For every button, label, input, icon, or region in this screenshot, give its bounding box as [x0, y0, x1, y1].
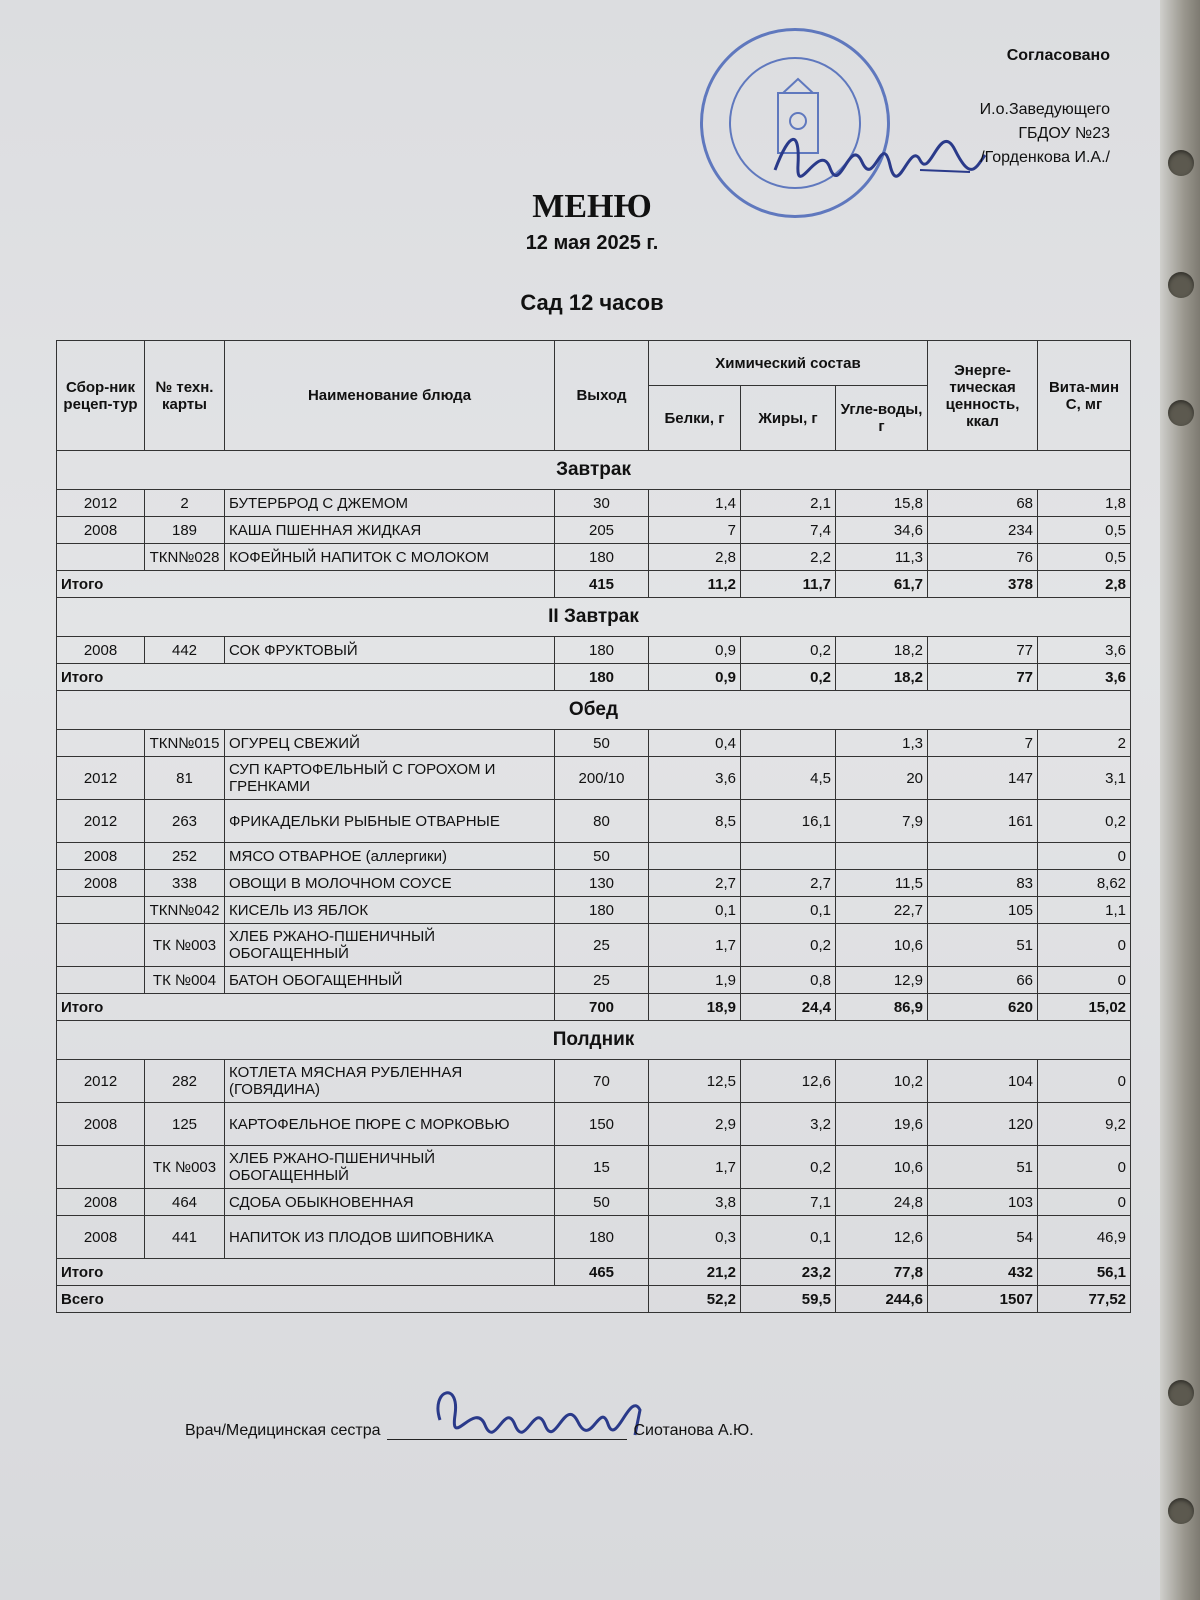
- signature-head: [770, 110, 990, 200]
- energy-cell: 7: [928, 730, 1038, 757]
- dish-name-cell: КАША ПШЕННАЯ ЖИДКАЯ: [225, 517, 555, 544]
- collection-cell: 2008: [57, 1103, 145, 1146]
- energy-cell: 54: [928, 1216, 1038, 1259]
- collection-cell: 2012: [57, 1060, 145, 1103]
- vitamin-c-cell: 2: [1038, 730, 1131, 757]
- vitamin-c-cell: 0,5: [1038, 517, 1131, 544]
- footer-role: Врач/Медицинская сестра: [185, 1422, 381, 1439]
- carb-cell: 11,5: [836, 870, 928, 897]
- card-cell: 442: [145, 637, 225, 664]
- output-cell: 180: [555, 637, 649, 664]
- dish-row: [57, 967, 1131, 994]
- output-cell: 180: [555, 897, 649, 924]
- dish-name-cell: БУТЕРБРОД С ДЖЕМОМ: [225, 490, 555, 517]
- collection-cell: 2008: [57, 1189, 145, 1216]
- card-cell: ТКN№028: [145, 544, 225, 571]
- vitamin-c-cell: 46,9: [1038, 1216, 1131, 1259]
- output-cell: 130: [555, 870, 649, 897]
- protein-cell: [649, 843, 741, 870]
- dish-row: [57, 1189, 1131, 1216]
- carb-cell: 10,6: [836, 1146, 928, 1189]
- card-cell: 81: [145, 757, 225, 800]
- output-cell: 50: [555, 1189, 649, 1216]
- vitamin-c-cell: 0: [1038, 1060, 1131, 1103]
- dish-name-cell: КОФЕЙНЫЙ НАПИТОК С МОЛОКОМ: [225, 544, 555, 571]
- punch-hole: [1168, 1498, 1194, 1524]
- dish-row: [57, 843, 1131, 870]
- card-cell: ТК №003: [145, 924, 225, 967]
- total-carb: 77,8: [836, 1259, 928, 1286]
- dish-name-cell: СУП КАРТОФЕЛЬНЫЙ С ГОРОХОМ И ГРЕНКАМИ: [225, 757, 555, 800]
- vitamin-c-cell: 3,1: [1038, 757, 1131, 800]
- carb-cell: 24,8: [836, 1189, 928, 1216]
- energy-cell: 103: [928, 1189, 1038, 1216]
- total-output: 465: [555, 1259, 649, 1286]
- collection-cell: 2008: [57, 637, 145, 664]
- total-fat: 11,7: [741, 571, 836, 598]
- fat-cell: 0,1: [741, 1216, 836, 1259]
- output-cell: 180: [555, 1216, 649, 1259]
- output-cell: 25: [555, 924, 649, 967]
- total-output: 180: [555, 664, 649, 691]
- menu-table: [56, 340, 1131, 1313]
- section-title: Обед: [57, 691, 1131, 730]
- fat-cell: 7,1: [741, 1189, 836, 1216]
- vitamin-c-cell: 0: [1038, 924, 1131, 967]
- protein-cell: 3,6: [649, 757, 741, 800]
- carb-cell: 20: [836, 757, 928, 800]
- header-energy: Энерге-тическая ценность, ккал: [928, 341, 1038, 451]
- carb-cell: 11,3: [836, 544, 928, 571]
- protein-cell: 2,9: [649, 1103, 741, 1146]
- total-row: [57, 664, 1131, 691]
- dish-name-cell: ХЛЕБ РЖАНО-ПШЕНИЧНЫЙ ОБОГАЩЕННЫЙ: [225, 1146, 555, 1189]
- approval-name: /Горденкова И.А./: [980, 149, 1110, 166]
- punch-hole: [1168, 150, 1194, 176]
- protein-cell: 7: [649, 517, 741, 544]
- protein-cell: 0,3: [649, 1216, 741, 1259]
- energy-cell: 105: [928, 897, 1038, 924]
- fat-cell: [741, 730, 836, 757]
- dish-row: [57, 757, 1131, 800]
- grand-total-fat: 59,5: [741, 1286, 836, 1313]
- fat-cell: 0,1: [741, 897, 836, 924]
- approval-head: Согласовано: [1006, 47, 1110, 64]
- header-fat: Жиры, г: [741, 386, 836, 451]
- total-protein: 0,9: [649, 664, 741, 691]
- total-protein: 11,2: [649, 571, 741, 598]
- protein-cell: 8,5: [649, 800, 741, 843]
- grand-total-row: [57, 1286, 1131, 1313]
- card-cell: 263: [145, 800, 225, 843]
- punch-hole: [1168, 1380, 1194, 1406]
- protein-cell: 1,9: [649, 967, 741, 994]
- protein-cell: 1,4: [649, 490, 741, 517]
- card-cell: 2: [145, 490, 225, 517]
- output-cell: 180: [555, 544, 649, 571]
- carb-cell: 10,6: [836, 924, 928, 967]
- vitamin-c-cell: 0: [1038, 843, 1131, 870]
- total-row: [57, 571, 1131, 598]
- card-cell: 338: [145, 870, 225, 897]
- dish-row: [57, 544, 1131, 571]
- output-cell: 205: [555, 517, 649, 544]
- collection-cell: [57, 544, 145, 571]
- dish-name-cell: КОТЛЕТА МЯСНАЯ РУБЛЕННАЯ (ГОВЯДИНА): [225, 1060, 555, 1103]
- dish-row: [57, 1103, 1131, 1146]
- protein-cell: 12,5: [649, 1060, 741, 1103]
- header-output: Выход: [555, 341, 649, 451]
- output-cell: 80: [555, 800, 649, 843]
- dish-name-cell: НАПИТОК ИЗ ПЛОДОВ ШИПОВНИКА: [225, 1216, 555, 1259]
- total-energy: 620: [928, 994, 1038, 1021]
- fat-cell: 0,8: [741, 967, 836, 994]
- vitamin-c-cell: 9,2: [1038, 1103, 1131, 1146]
- protein-cell: 0,1: [649, 897, 741, 924]
- collection-cell: [57, 967, 145, 994]
- output-cell: 50: [555, 843, 649, 870]
- total-energy: 378: [928, 571, 1038, 598]
- collection-cell: [57, 897, 145, 924]
- header-card: № техн. карты: [145, 341, 225, 451]
- collection-cell: [57, 730, 145, 757]
- approval-role: И.о.Заведующего: [979, 101, 1110, 118]
- collection-cell: 2008: [57, 870, 145, 897]
- section-title: Завтрак: [57, 451, 1131, 490]
- card-cell: ТКN№015: [145, 730, 225, 757]
- carb-cell: 34,6: [836, 517, 928, 544]
- energy-cell: 161: [928, 800, 1038, 843]
- total-energy: 432: [928, 1259, 1038, 1286]
- total-fat: 24,4: [741, 994, 836, 1021]
- total-energy: 77: [928, 664, 1038, 691]
- document-date: 12 мая 2025 г.: [525, 232, 659, 254]
- protein-cell: 0,9: [649, 637, 741, 664]
- vitamin-c-cell: 0,2: [1038, 800, 1131, 843]
- energy-cell: 234: [928, 517, 1038, 544]
- group-title: Сад 12 часов: [520, 290, 664, 315]
- fat-cell: 2,2: [741, 544, 836, 571]
- vitamin-c-cell: 0: [1038, 1189, 1131, 1216]
- dish-name-cell: КИСЕЛЬ ИЗ ЯБЛОК: [225, 897, 555, 924]
- total-carb: 18,2: [836, 664, 928, 691]
- fat-cell: 0,2: [741, 1146, 836, 1189]
- card-cell: 252: [145, 843, 225, 870]
- dish-name-cell: КАРТОФЕЛЬНОЕ ПЮРЕ С МОРКОВЬЮ: [225, 1103, 555, 1146]
- total-output: 415: [555, 571, 649, 598]
- section-title: II Завтрак: [57, 598, 1131, 637]
- vitamin-c-cell: 3,6: [1038, 637, 1131, 664]
- section-title: Полдник: [57, 1021, 1131, 1060]
- collection-cell: 2008: [57, 843, 145, 870]
- card-cell: 282: [145, 1060, 225, 1103]
- output-cell: 50: [555, 730, 649, 757]
- dish-row: [57, 800, 1131, 843]
- fat-cell: 0,2: [741, 637, 836, 664]
- header-protein: Белки, г: [649, 386, 741, 451]
- approval-org: ГБДОУ №23: [1018, 125, 1110, 142]
- energy-cell: 76: [928, 544, 1038, 571]
- energy-cell: 68: [928, 490, 1038, 517]
- dish-name-cell: БАТОН ОБОГАЩЕННЫЙ: [225, 967, 555, 994]
- collection-cell: 2012: [57, 490, 145, 517]
- total-carb: 61,7: [836, 571, 928, 598]
- section-row: [57, 691, 1131, 730]
- energy-cell: 51: [928, 924, 1038, 967]
- protein-cell: 2,7: [649, 870, 741, 897]
- energy-cell: 66: [928, 967, 1038, 994]
- output-cell: 15: [555, 1146, 649, 1189]
- dish-row: [57, 1216, 1131, 1259]
- total-output: 700: [555, 994, 649, 1021]
- protein-cell: 1,7: [649, 1146, 741, 1189]
- energy-cell: 104: [928, 1060, 1038, 1103]
- collection-cell: 2008: [57, 517, 145, 544]
- carb-cell: 19,6: [836, 1103, 928, 1146]
- header-chemical: Химический состав: [649, 341, 928, 386]
- protein-cell: 3,8: [649, 1189, 741, 1216]
- header-vitamin-c: Вита-мин С, мг: [1038, 341, 1131, 451]
- grand-total-protein: 52,2: [649, 1286, 741, 1313]
- fat-cell: 2,7: [741, 870, 836, 897]
- total-label: Итого: [57, 1259, 555, 1286]
- vitamin-c-cell: 1,1: [1038, 897, 1131, 924]
- energy-cell: 83: [928, 870, 1038, 897]
- fat-cell: 0,2: [741, 924, 836, 967]
- total-row: [57, 1259, 1131, 1286]
- carb-cell: 7,9: [836, 800, 928, 843]
- fat-cell: [741, 843, 836, 870]
- carb-cell: 22,7: [836, 897, 928, 924]
- footer-name: Сиотанова А.Ю.: [633, 1422, 754, 1439]
- energy-cell: [928, 843, 1038, 870]
- output-cell: 200/10: [555, 757, 649, 800]
- fat-cell: 7,4: [741, 517, 836, 544]
- dish-name-cell: СДОБА ОБЫКНОВЕННАЯ: [225, 1189, 555, 1216]
- fat-cell: 12,6: [741, 1060, 836, 1103]
- collection-cell: 2012: [57, 800, 145, 843]
- total-protein: 18,9: [649, 994, 741, 1021]
- dish-name-cell: ФРИКАДЕЛЬКИ РЫБНЫЕ ОТВАРНЫЕ: [225, 800, 555, 843]
- collection-cell: 2012: [57, 757, 145, 800]
- fat-cell: 2,1: [741, 490, 836, 517]
- carb-cell: 10,2: [836, 1060, 928, 1103]
- vitamin-c-cell: 0: [1038, 967, 1131, 994]
- collection-cell: [57, 924, 145, 967]
- output-cell: 70: [555, 1060, 649, 1103]
- collection-cell: [57, 1146, 145, 1189]
- fat-cell: 4,5: [741, 757, 836, 800]
- protein-cell: 1,7: [649, 924, 741, 967]
- card-cell: 441: [145, 1216, 225, 1259]
- fat-cell: 3,2: [741, 1103, 836, 1146]
- section-row: [57, 598, 1131, 637]
- card-cell: 125: [145, 1103, 225, 1146]
- footer-signature-line: [185, 1422, 754, 1440]
- total-label: Итого: [57, 664, 555, 691]
- dish-row: [57, 924, 1131, 967]
- card-cell: ТК №003: [145, 1146, 225, 1189]
- section-row: [57, 1021, 1131, 1060]
- dish-name-cell: ОВОЩИ В МОЛОЧНОМ СОУСЕ: [225, 870, 555, 897]
- card-cell: 464: [145, 1189, 225, 1216]
- header-carb: Угле-воды, г: [836, 386, 928, 451]
- total-label: Итого: [57, 571, 555, 598]
- header-dish-name: Наименование блюда: [225, 341, 555, 451]
- collection-cell: 2008: [57, 1216, 145, 1259]
- dish-row: [57, 517, 1131, 544]
- dish-name-cell: ОГУРЕЦ СВЕЖИЙ: [225, 730, 555, 757]
- card-cell: 189: [145, 517, 225, 544]
- dish-name-cell: СОК ФРУКТОВЫЙ: [225, 637, 555, 664]
- carb-cell: [836, 843, 928, 870]
- document-title: МЕНЮ: [532, 188, 652, 225]
- protein-cell: 2,8: [649, 544, 741, 571]
- signature-underline: [387, 1423, 627, 1440]
- section-row: [57, 451, 1131, 490]
- dish-name-cell: ХЛЕБ РЖАНО-ПШЕНИЧНЫЙ ОБОГАЩЕННЫЙ: [225, 924, 555, 967]
- total-vitamin-c: 15,02: [1038, 994, 1131, 1021]
- dish-row: [57, 870, 1131, 897]
- dish-name-cell: МЯСО ОТВАРНОЕ (аллергики): [225, 843, 555, 870]
- carb-cell: 18,2: [836, 637, 928, 664]
- punch-hole: [1168, 400, 1194, 426]
- dish-row: [57, 1060, 1131, 1103]
- total-carb: 86,9: [836, 994, 928, 1021]
- total-fat: 23,2: [741, 1259, 836, 1286]
- header-collection: Сбор-ник рецеп-тур: [57, 341, 145, 451]
- energy-cell: 147: [928, 757, 1038, 800]
- dish-row: [57, 490, 1131, 517]
- vitamin-c-cell: 0,5: [1038, 544, 1131, 571]
- grand-total-carb: 244,6: [836, 1286, 928, 1313]
- card-cell: ТК №004: [145, 967, 225, 994]
- total-row: [57, 994, 1131, 1021]
- protein-cell: 0,4: [649, 730, 741, 757]
- total-label: Итого: [57, 994, 555, 1021]
- dish-row: [57, 730, 1131, 757]
- carb-cell: 12,9: [836, 967, 928, 994]
- total-vitamin-c: 2,8: [1038, 571, 1131, 598]
- grand-total-label: Всего: [57, 1286, 649, 1313]
- card-cell: ТКN№042: [145, 897, 225, 924]
- carb-cell: 15,8: [836, 490, 928, 517]
- fat-cell: 16,1: [741, 800, 836, 843]
- vitamin-c-cell: 8,62: [1038, 870, 1131, 897]
- total-vitamin-c: 56,1: [1038, 1259, 1131, 1286]
- total-fat: 0,2: [741, 664, 836, 691]
- output-cell: 150: [555, 1103, 649, 1146]
- energy-cell: 120: [928, 1103, 1038, 1146]
- dish-row: [57, 897, 1131, 924]
- energy-cell: 51: [928, 1146, 1038, 1189]
- approval-block: [980, 44, 1110, 170]
- total-vitamin-c: 3,6: [1038, 664, 1131, 691]
- grand-total-energy: 1507: [928, 1286, 1038, 1313]
- vitamin-c-cell: 0: [1038, 1146, 1131, 1189]
- dish-row: [57, 1146, 1131, 1189]
- output-cell: 30: [555, 490, 649, 517]
- energy-cell: 77: [928, 637, 1038, 664]
- grand-total-vitamin-c: 77,52: [1038, 1286, 1131, 1313]
- output-cell: 25: [555, 967, 649, 994]
- carb-cell: 12,6: [836, 1216, 928, 1259]
- carb-cell: 1,3: [836, 730, 928, 757]
- total-protein: 21,2: [649, 1259, 741, 1286]
- dish-row: [57, 637, 1131, 664]
- vitamin-c-cell: 1,8: [1038, 490, 1131, 517]
